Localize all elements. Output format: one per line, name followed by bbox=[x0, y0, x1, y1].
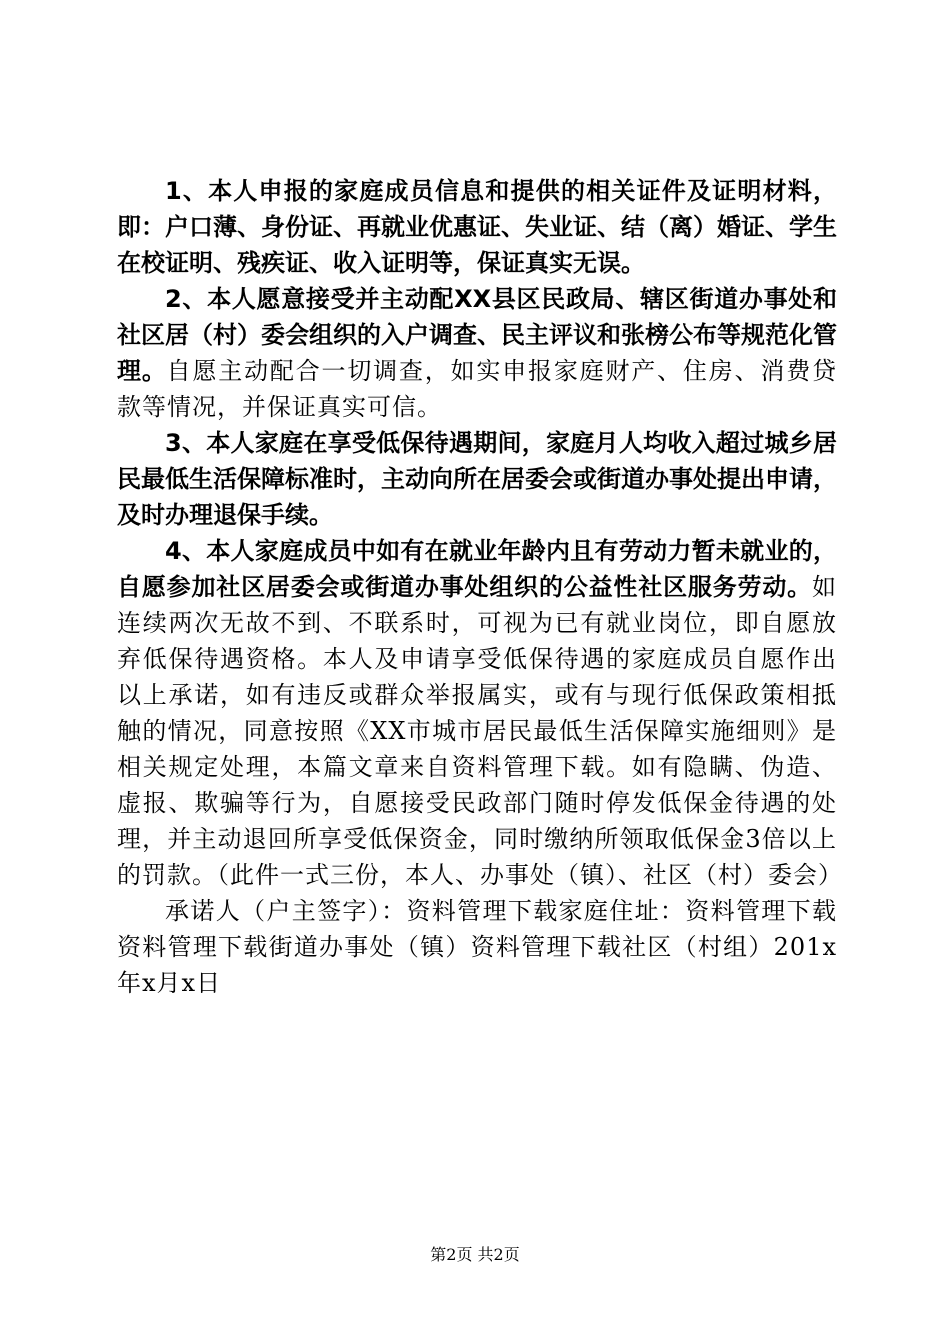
paragraph-4-normal-text: 如连续两次无故不到、不联系时，可视为已有就业岗位，即自愿放弃低保待遇资格。本人及申请享受低保待遇的家庭成员自愿作出以上承诺，如有违反或群众举报属实，或有与现行低保政策相抵触的情况，同意按照《XX市城市居民最低生活保障实施细则》是相关规定处理，本篇文章来自资料管理下载。如有隐瞒、伪造、虚报、欺骗等行为，自愿接受民政部门随时停发低保金待遇的处理，并主动退回所享受低保资金，同时缴纳所领取低保金3倍以上的罚款。（此件一式三份，本人、办事处（镇）、社区（村）委会） bbox=[117, 573, 843, 889]
paragraph-3 bbox=[117, 425, 837, 533]
paragraph-2-normal-text: 自愿主动配合一切调查，如实申报家庭财产、住房、消费贷款等情况，并保证真实可信。 bbox=[117, 357, 838, 421]
paragraph-4 bbox=[117, 533, 843, 893]
paragraph-2-bold-text: 2、本人愿意接受并主动配XX县区民政局、辖区街道办事处和社区居（村）委会组织的入户调查、民主评议和张榜公布等规范化管理。 bbox=[117, 285, 837, 385]
paragraph-1-text: 1、本人申报的家庭成员信息和提供的相关证件及证明材料，即：户口薄、身份证、再就业优惠证、失业证、结（离）婚证、学生在校证明、残疾证、收入证明等，保证真实无误。 bbox=[117, 177, 837, 277]
signature-line: 承诺人（户主签字）：资料管理下载家庭住址：资料管理下载资料管理下载街道办事处（镇）资料管理下载社区（村组）201x年x月x日 bbox=[117, 897, 837, 997]
paragraph-1 bbox=[117, 173, 837, 281]
document-body bbox=[117, 173, 843, 1001]
paragraph-2 bbox=[117, 281, 837, 425]
page-number: 第2页 共2页 bbox=[430, 1245, 520, 1264]
paragraph-4-bold-text: 4、本人家庭成员中如有在就业年龄内且有劳动力暂未就业的，自愿参加社区居委会或街道办事处组织的公益性社区服务劳动。 bbox=[117, 537, 837, 601]
paragraph-3-text: 3、本人家庭在享受低保待遇期间，家庭月人均收入超过城乡居民最低生活保障标准时，主动向所在居委会或街道办事处提出申请，及时办理退保手续。 bbox=[117, 429, 837, 529]
